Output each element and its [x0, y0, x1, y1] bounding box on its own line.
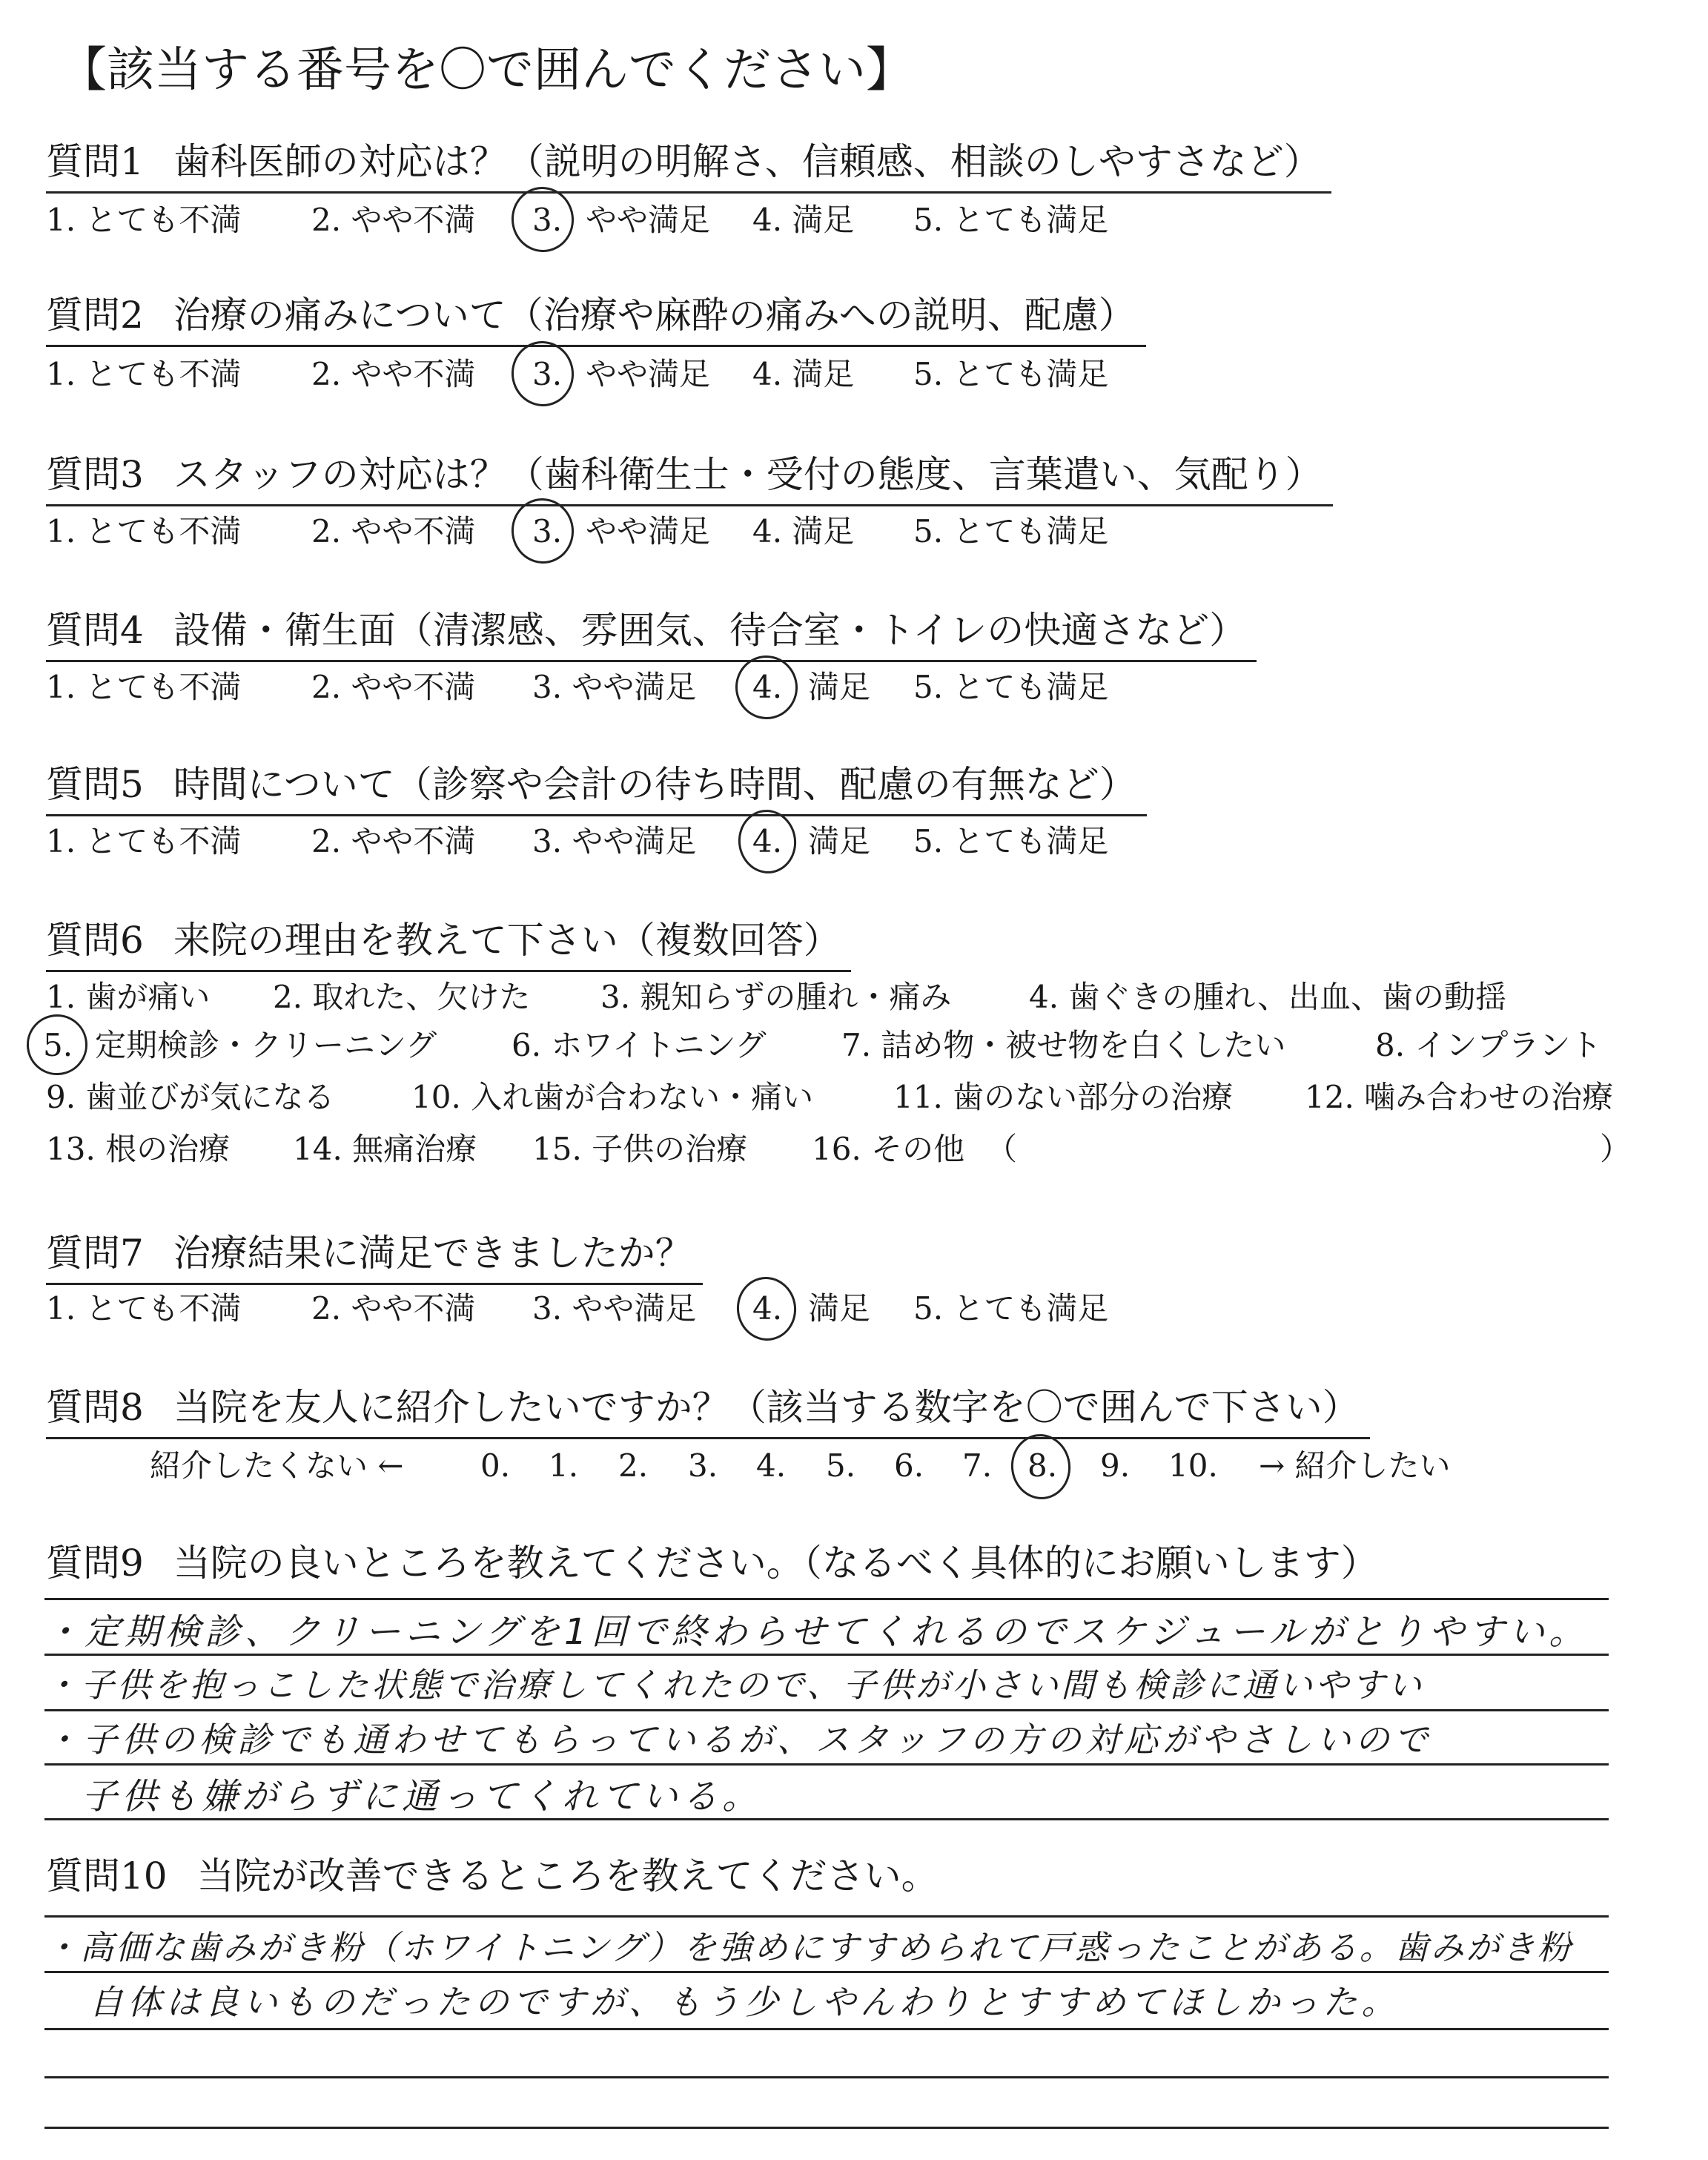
q10-answer-line-4 — [44, 2127, 1609, 2129]
q10-answer-line-0 — [44, 1915, 1609, 1918]
q8-scale-7[interactable]: 7. — [962, 1447, 993, 1484]
q9-answer-line-4 — [44, 1818, 1609, 1820]
q8-scale-2[interactable]: 2. — [618, 1447, 649, 1484]
question-4-title — [46, 601, 1257, 662]
q1-option-2[interactable]: 2. やや不満 — [311, 202, 476, 238]
q2-option-3-number[interactable]: 3. — [532, 356, 563, 392]
question-5-options — [0, 816, 1708, 868]
question-5-title — [46, 755, 1147, 816]
q5-option-3[interactable]: 3. やや満足 — [532, 823, 697, 859]
q4-option-4-number[interactable]: 4. — [752, 669, 783, 705]
q4-option-2[interactable]: 2. やや不満 — [311, 669, 476, 705]
q9-answer-line-2 — [44, 1709, 1609, 1711]
q6-option-3[interactable]: 3. 親知らずの腫れ・痛み — [600, 979, 952, 1015]
question-8-scale — [0, 1440, 1708, 1492]
question-8-text: 当院を友人に紹介したいですか？（該当する数字を〇で囲んで下さい） — [173, 1386, 1360, 1429]
question-1-title — [46, 132, 1331, 194]
q5-option-4-label[interactable]: 満足 — [808, 823, 871, 859]
question-9-title — [46, 1533, 1378, 1593]
q3-option-1[interactable]: 1. とても不満 — [46, 513, 242, 549]
q9-answer-line-0 — [44, 1598, 1609, 1600]
q5-option-1[interactable]: 1. とても不満 — [46, 823, 242, 859]
q1-option-3-label[interactable]: やや満足 — [586, 202, 711, 238]
q6-option-1[interactable]: 1. 歯が痛い — [46, 979, 211, 1015]
q6-option-6[interactable]: 6. ホワイトニング — [512, 1027, 767, 1063]
q6-row-4 — [0, 1123, 1708, 1175]
q1-option-1[interactable]: 1. とても不満 — [46, 202, 242, 238]
question-2-options — [0, 349, 1708, 400]
question-2-title — [46, 285, 1146, 347]
question-7-title — [46, 1223, 703, 1285]
q3-option-5[interactable]: 5. とても満足 — [913, 513, 1109, 549]
page-title: 【該当する番号を〇で囲んでください】 — [59, 43, 913, 98]
question-10-title — [46, 1846, 939, 1906]
question-8-title — [46, 1378, 1370, 1439]
question-6-title — [46, 911, 851, 972]
q10-answer-line-2 — [44, 2028, 1609, 2030]
q8-left-label: 紹介したくない ← — [150, 1447, 404, 1484]
question-3-options — [0, 506, 1708, 558]
q7-option-5[interactable]: 5. とても満足 — [913, 1290, 1109, 1327]
q6-option-7[interactable]: 7. 詰め物・被せ物を白くしたい — [841, 1027, 1286, 1063]
question-3-text: スタッフの対応は？（歯科衛生士・受付の態度、言葉遣い、気配り） — [173, 453, 1323, 496]
q9-answer-1[interactable]: ・定期検診、クリーニングを1回で終わらせてくれるのでスケジュールがとりやすい。 — [44, 1611, 1589, 1653]
q10-answer-1[interactable]: ・高価な歯みがき粉（ホワイトニング）を強めにすすめられて戸惑ったことがある。歯みがき粉 — [44, 1928, 1573, 1967]
q8-scale-9[interactable]: 9. — [1100, 1447, 1131, 1484]
question-6-label: 質問6 — [46, 919, 144, 962]
q6-option-15[interactable]: 15. 子供の治療 — [532, 1131, 748, 1167]
q8-scale-3[interactable]: 3. — [688, 1447, 718, 1484]
q6-option-9[interactable]: 9. 歯並びが気になる — [46, 1079, 335, 1115]
q6-other-paren-close: ） — [1600, 1131, 1632, 1167]
q6-option-13[interactable]: 13. 根の治療 — [46, 1131, 231, 1167]
q7-option-1[interactable]: 1. とても不満 — [46, 1290, 242, 1327]
question-2-label: 質問2 — [46, 294, 144, 337]
q1-option-4[interactable]: 4. 満足 — [752, 202, 855, 238]
q3-option-3-number[interactable]: 3. — [532, 513, 563, 549]
question-1-options — [0, 194, 1708, 246]
question-5-label: 質問5 — [46, 763, 144, 806]
question-3-title — [46, 445, 1333, 506]
q6-option-11[interactable]: 11. 歯のない部分の治療 — [893, 1079, 1234, 1115]
question-6-text: 来院の理由を教えて下さい（複数回答） — [173, 919, 841, 962]
q9-answer-4[interactable]: 子供も嫌がらずに通ってくれている。 — [82, 1776, 763, 1817]
question-1-text: 歯科医師の対応は？（説明の明解さ、信頼感、相談のしやすさなど） — [173, 140, 1321, 183]
q9-answer-3[interactable]: ・子供の検診でも通わせてもらっているが、スタッフの方の対応がやさしいので — [44, 1720, 1432, 1760]
q4-option-4-label[interactable]: 満足 — [808, 669, 871, 705]
q5-option-4-number[interactable]: 4. — [752, 823, 783, 859]
q7-option-4-label[interactable]: 満足 — [808, 1290, 871, 1327]
question-4-options — [0, 661, 1708, 713]
q6-option-14[interactable]: 14. 無痛治療 — [293, 1131, 477, 1167]
question-1-label: 質問1 — [46, 140, 144, 183]
question-5-text: 時間について（診察や会計の待ち時間、配慮の有無など） — [173, 763, 1136, 806]
question-7-label: 質問7 — [46, 1232, 144, 1275]
q2-option-2[interactable]: 2. やや不満 — [311, 356, 476, 392]
q9-answer-2[interactable]: ・子供を抱っこした状態で治療してくれたので、子供が小さい間も検診に通いやすい — [44, 1665, 1425, 1705]
question-10-label: 質問10 — [46, 1855, 168, 1898]
q8-scale-0[interactable]: 0. — [480, 1447, 511, 1484]
q7-option-3[interactable]: 3. やや満足 — [532, 1290, 697, 1327]
question-4-label: 質問4 — [46, 609, 144, 652]
q2-option-3-label[interactable]: やや満足 — [586, 356, 711, 392]
q6-option-2[interactable]: 2. 取れた、欠けた — [273, 979, 531, 1015]
q1-option-3-number[interactable]: 3. — [532, 202, 563, 238]
q4-option-1[interactable]: 1. とても不満 — [46, 669, 242, 705]
q6-option-12[interactable]: 12. 噛み合わせの治療 — [1305, 1079, 1614, 1115]
q5-option-2[interactable]: 2. やや不満 — [311, 823, 476, 859]
question-7-text: 治療結果に満足できましたか？ — [173, 1232, 692, 1275]
q6-option-4[interactable]: 4. 歯ぐきの腫れ、出血、歯の動揺 — [1029, 979, 1506, 1015]
q10-answer-2[interactable]: 自体は良いものだったのですが、もう少しやんわりとすすめてほしかった。 — [89, 1982, 1400, 2022]
q6-row-2 — [0, 1020, 1708, 1071]
q2-option-4[interactable]: 4. 満足 — [752, 356, 855, 392]
q8-scale-8[interactable]: 8. — [1027, 1447, 1058, 1484]
q8-scale-10[interactable]: 10. — [1168, 1447, 1218, 1484]
question-10-text: 当院が改善できるところを教えてください。 — [196, 1855, 939, 1898]
q7-option-2[interactable]: 2. やや不満 — [311, 1290, 476, 1327]
q2-option-5[interactable]: 5. とても満足 — [913, 356, 1109, 392]
question-9-text: 当院の良いところを教えてください。（なるべく具体的にお願いします） — [173, 1542, 1378, 1585]
question-8-label: 質問8 — [46, 1386, 144, 1429]
q8-scale-6[interactable]: 6. — [894, 1447, 924, 1484]
q3-option-4[interactable]: 4. 満足 — [752, 513, 855, 549]
q2-option-1[interactable]: 1. とても不満 — [46, 356, 242, 392]
question-2-text: 治療の痛みについて（治療や麻酔の痛みへの説明、配慮） — [173, 294, 1136, 337]
q9-answer-line-1 — [44, 1654, 1609, 1656]
q6-other-paren-open: （ — [986, 1131, 1018, 1167]
q6-option-5-number[interactable]: 5. — [43, 1027, 73, 1063]
q8-scale-4[interactable]: 4. — [756, 1447, 787, 1484]
q1-option-5[interactable]: 5. とても満足 — [913, 202, 1109, 238]
q8-scale-5[interactable]: 5. — [826, 1447, 856, 1484]
q4-option-3[interactable]: 3. やや満足 — [532, 669, 697, 705]
q10-answer-line-3 — [44, 2076, 1609, 2078]
q8-right-label: → 紹介したい — [1259, 1447, 1451, 1484]
q3-option-2[interactable]: 2. やや不満 — [311, 513, 476, 549]
question-9-label: 質問9 — [46, 1542, 144, 1585]
question-7-options — [0, 1283, 1708, 1335]
q9-answer-line-3 — [44, 1763, 1609, 1766]
question-3-label: 質問3 — [46, 453, 144, 496]
question-4-text: 設備・衛生面（清潔感、雰囲気、待合室・トイレの快適さなど） — [173, 609, 1247, 652]
q7-option-4-number[interactable]: 4. — [752, 1290, 783, 1327]
q6-option-16[interactable]: 16. その他 — [812, 1131, 965, 1167]
q6-option-10[interactable]: 10. 入れ歯が合わない・痛い — [411, 1079, 814, 1115]
q8-scale-1[interactable]: 1. — [549, 1447, 579, 1484]
q3-option-3-label[interactable]: やや満足 — [586, 513, 711, 549]
q6-row-3 — [0, 1071, 1708, 1123]
q5-option-5[interactable]: 5. とても満足 — [913, 823, 1109, 859]
q4-option-5[interactable]: 5. とても満足 — [913, 669, 1109, 705]
q10-answer-line-1 — [44, 1971, 1609, 1973]
q6-option-8[interactable]: 8. インプラント — [1375, 1027, 1602, 1063]
q6-option-5-label[interactable]: 定期検診・クリーニング — [95, 1027, 437, 1063]
q6-row-1 — [0, 971, 1708, 1023]
